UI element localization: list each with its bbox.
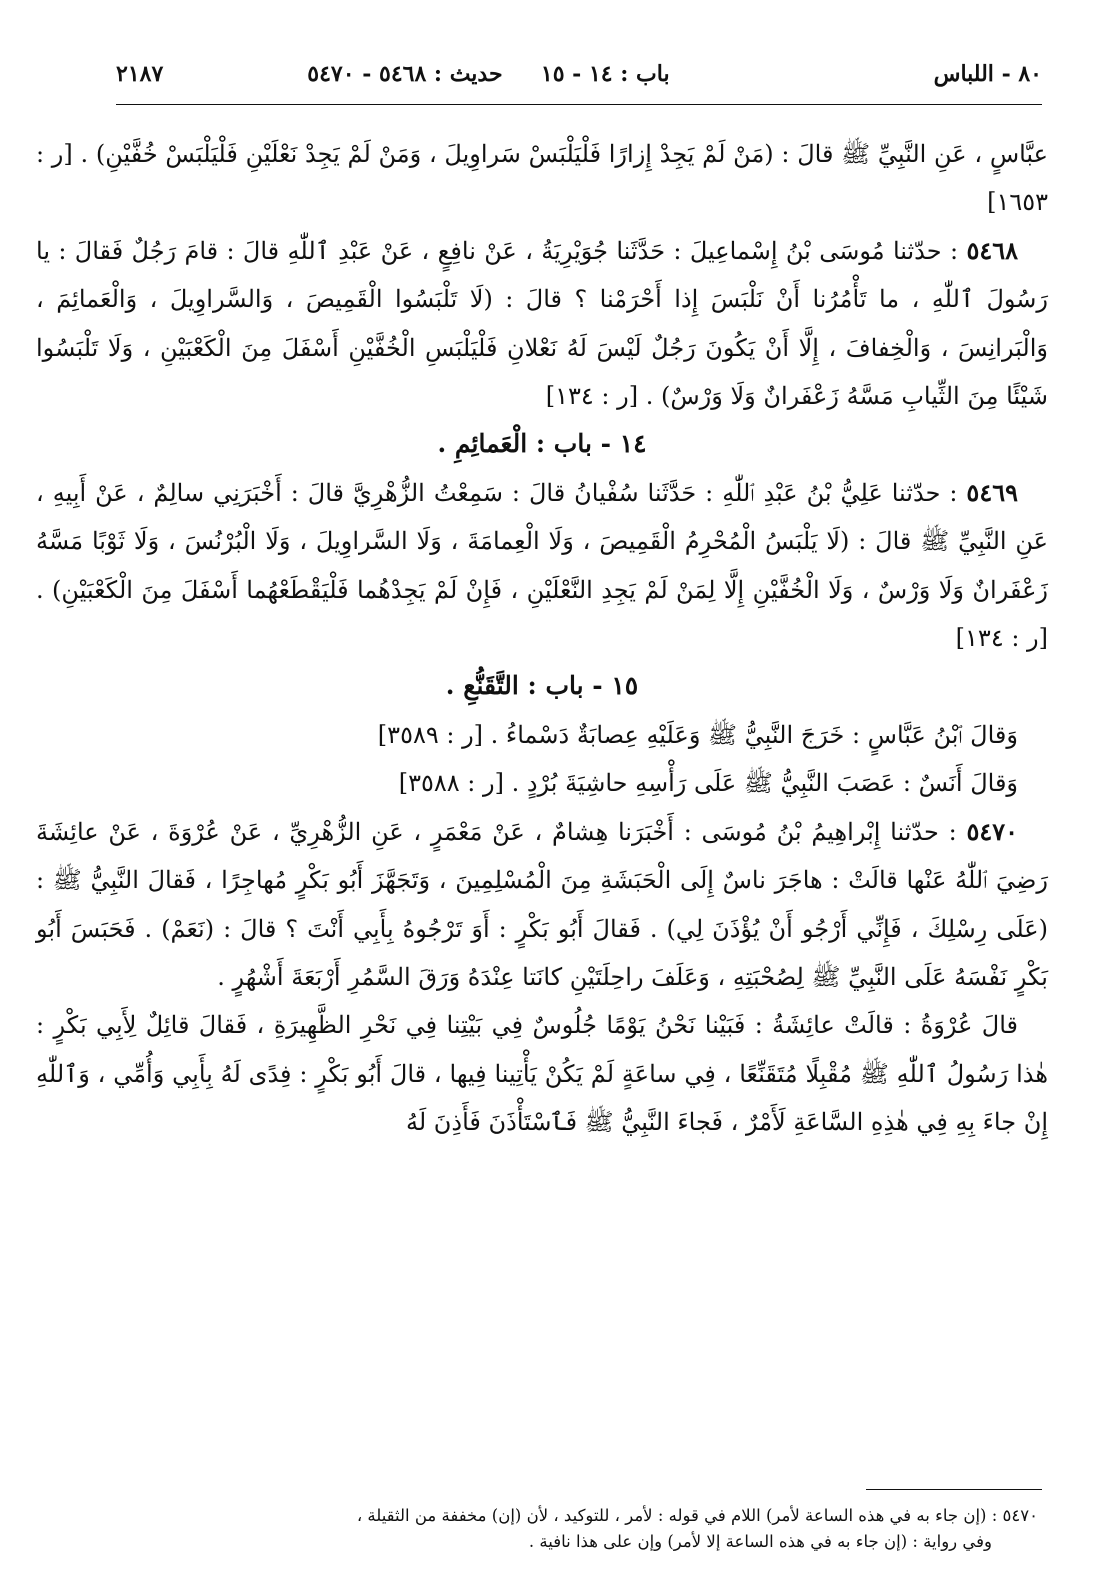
- paragraph-urwa: قالَ عُرْوَةُ : قالَتْ عائِشَةُ : فَبَيْنا نَحْنُ يَوْمًا جُلُوسٌ فِي بَيْتِنا فِي نَحْرِ الظَّهِيرَةِ ، فَقالَ قائِلٌ لِأَبِي بَكْرٍ : هٰذا رَسُولُ ٱللّٰهِ ﷺ مُقْبِلًا مُتَقَنِّعًا ، فِي ساعَةٍ لَمْ يَكُنْ يَأْتِينا فِيها ، قالَ أَبُو بَكْرٍ : فِدًى لَهُ بِأَبِي وَأُمِّي ، وَٱللّٰهِ إِنْ جاءَ بِهِ فِي هٰذِهِ السَّاعَةِ لَأَمْرٌ ، فَجاءَ النَّبِيُّ ﷺ فَٱسْتَأْذَنَ فَأَذِنَ لَهُ: [36, 1011, 1048, 1137]
- footnote-line: وفي رواية : (إن جاء به في هذه الساعة إلا لأمر) وإن على هذا نافية .: [528, 1532, 992, 1551]
- paragraph-continuation: عبَّاسٍ ، عَنِ النَّبِيِّ ﷺ قالَ : (مَنْ لَمْ يَجِدْ إِزارًا فَلْيَلْبَسْ سَراوِيلَ ، وَمَنْ لَمْ يَجِدْ نَعْلَيْنِ فَلْيَلْبَسْ خُفَّيْنِ) . [ر : ١٦٥٣]: [36, 140, 1048, 217]
- main-text: [36, 130, 1048, 1147]
- hadith-5470: [36, 808, 1048, 1002]
- hadith-5468: [36, 227, 1048, 421]
- page-number: ٢١٨٧: [116, 61, 164, 87]
- hadith-text: : حدّثنا مُوسَى بْنُ إِسْماعِيلَ : حَدَّثَنا جُوَيْرِيَةُ ، عَنْ نافِعٍ ، عَنْ عَبْدِ ٱللّٰهِ قالَ : قامَ رَجُلٌ فَقالَ : يا رَسُولَ ٱللّٰهِ ، ما تَأْمُرُنا أَنْ نَلْبَسَ إِذا أَحْرَمْنا ؟ قالَ : (لَا تَلْبَسُوا الْقَمِيصَ ، وَالسَّراوِيلَ ، وَالْعَمائِمَ ، وَالْبَرانِسَ ، وَالْخِفافَ ، إِلَّا أَنْ يَكُونَ رَجُلٌ لَيْسَ لَهُ نَعْلانِ فَلْيَلْبَسِ الْخُفَّيْنِ أَسْفَلَ مِنَ الْكَعْبَيْنِ ، وَلَا تَلْبَسُوا شَيْئًا مِنَ الثِّيابِ مَسَّهُ زَعْفَرانٌ وَلَا وَرْسٌ) . [ر : ١٣٤]: [36, 236, 1048, 411]
- hadith-number: ٥٤٧٠: [966, 816, 1018, 846]
- hadith-number: ٥٤٦٩: [966, 477, 1018, 507]
- header-divider: [116, 104, 1042, 105]
- footnote-line: ٥٤٧٠ : (إن جاء به في هذه الساعة لأمر) اللام في قوله : لأمر ، للتوكيد ، لأن (إن) مخففة من الثقيلة ،: [356, 1506, 1038, 1525]
- athar-ibn-abbas: وَقالَ ٱبْنُ عَبَّاسٍ : خَرَجَ النَّبِيُّ ﷺ وَعَلَيْهِ عِصابَةٌ دَسْماءُ . [ر : ٣٥٨٩]: [377, 720, 1018, 749]
- hadith-text: : حدّثنا عَلِيُّ بْنُ عَبْدِ ٱللّٰهِ : حَدَّثَنا سُفْيانُ قالَ : سَمِعْتُ الزُّهْرِيَّ قالَ : أَخْبَرَنِي سالِمٌ ، عَنْ أَبِيهِ ، عَنِ النَّبِيِّ ﷺ قالَ : (لَا يَلْبَسُ الْمُحْرِمُ الْقَمِيصَ ، وَلَا الْعِمامَةَ ، وَلَا السَّراوِيلَ ، وَلَا الْبُرْنُسَ ، وَلَا ثَوْبًا مَسَّهُ زَعْفَرانٌ وَلَا وَرْسٌ ، وَلَا الْخُفَّيْنِ إِلَّا لِمَنْ لَمْ يَجِدِ النَّعْلَيْنِ ، فَإِنْ لَمْ يَجِدْهُما فَلْيَقْطَعْهُما أَسْفَلَ مِنَ الْكَعْبَيْنِ) . [ر : ١٣٤]: [36, 478, 1048, 653]
- section-reference: باب : ١٤ - ١٥ حديث : ٥٤٦٨ - ٥٤٧٠: [307, 61, 670, 87]
- athar-anas: وَقالَ أَنَسٌ : عَصَبَ النَّبِيُّ ﷺ عَلَى رَأْسِهِ حاشِيَةَ بُرْدٍ . [ر : ٣٥٨٨]: [398, 769, 1018, 798]
- footnote: [36, 1503, 1038, 1555]
- footnote-divider: [866, 1489, 1042, 1490]
- hadith-text: : حدّثنا إِبْراهِيمُ بْنُ مُوسَى : أَخْبَرَنا هِشامٌ ، عَنْ مَعْمَرٍ ، عَنِ الزُّهْرِيِّ ، عَنْ عُرْوَةَ ، عَنْ عائِشَةَ رَضِيَ ٱللّٰهُ عَنْها قالَتْ : هاجَرَ ناسٌ إِلَى الْحَبَشَةِ مِنَ الْمُسْلِمِينَ ، وَتَجَهَّزَ أَبُو بَكْرٍ مُهاجِرًا ، فَقالَ النَّبِيُّ ﷺ : (عَلَى رِسْلِكَ ، فَإِنِّي أَرْجُو أَنْ يُؤْذَنَ لِي) . فَقالَ أَبُو بَكْرٍ : أَوَ تَرْجُوهُ بِأَبِي أَنْتَ ؟ قالَ : (نَعَمْ) . فَحَبَسَ أَبُو بَكْرٍ نَفْسَهُ عَلَى النَّبِيِّ ﷺ لِصُحْبَتِهِ ، وَعَلَفَ راحِلَتَيْنِ كانَتا عِنْدَهُ وَرَقَ السَّمُرِ أَرْبَعَةَ أَشْهُرٍ .: [36, 817, 1048, 991]
- hadith-number: ٥٤٦٨: [966, 235, 1018, 265]
- chapter-heading-14: ١٤ - باب : الْعَمائِمِ .: [437, 429, 647, 459]
- hadith-5469: [36, 469, 1048, 663]
- running-header: [116, 52, 1042, 96]
- chapter-title: ٨٠ - اللباس: [933, 61, 1042, 87]
- chapter-heading-15: ١٥ - باب : التَّقَنُّعِ .: [445, 671, 639, 701]
